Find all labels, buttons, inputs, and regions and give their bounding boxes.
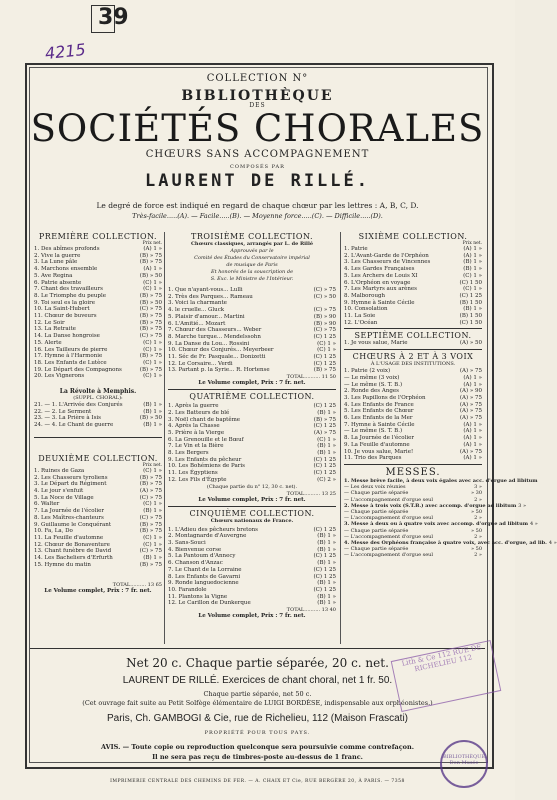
list-item: 1. Patrie (2 voix) (A) » 75	[344, 368, 482, 375]
list-item: 2. Très des Parques... Rameau (C) » 50	[168, 293, 336, 300]
deuxieme-total: TOTAL.......... 13 65	[112, 582, 162, 589]
list-item: 6. Patrie absente (C) 1 »	[34, 279, 162, 286]
list-item: 14. Les Bacheliers d'Erfurth (B) 1 »	[34, 555, 162, 562]
list-item: 10. Fa, La, Do (B) » 75	[34, 528, 162, 535]
list-item: — Le même (S. T. B.) (A) 1 »	[344, 381, 482, 388]
levels-note: Très-facile.....(A). — Facile.....(B). — Moyenne force.....(C). — Difficile.....(D).	[132, 212, 383, 220]
sixieme-title: SIXIÈME COLLECTION.	[358, 232, 468, 241]
collection-label: COLLECTION N°	[206, 73, 309, 84]
list-item: 5. Les Enfants de Chœur (A) » 75	[344, 408, 482, 415]
list-item: 9. Ronde languedocienne (B) 1 »	[168, 580, 336, 587]
list-item: 10. Consolation (B) 1 »	[344, 306, 482, 313]
list-item: 6. Walter (C) 1 »	[34, 501, 162, 508]
list-item: 8. Le Triomphe du peuple (B) » 75	[34, 292, 162, 299]
premiere-list	[34, 246, 162, 380]
cinquieme-total: TOTAL.......... 13 40	[286, 607, 336, 614]
list-item: — Le même (3 voix) (A) 1 »	[344, 374, 482, 381]
list-item: 19. Le Départ des Compagnons (B) » 75	[34, 366, 162, 373]
list-item: 1. Je vous salue, Marie (A) » 50	[344, 340, 482, 347]
list-item: 3. Les Chasseurs de Vincennes (B) 1 »	[344, 259, 482, 266]
list-item: 4. Messe des Orphéons française à quatre voix, avec acc. d'orgue, ad lib. 4 »	[344, 540, 557, 547]
list-item: 7. Le Chant de la Lorraine (C) 1 25	[168, 566, 336, 573]
list-item: — L'accompagnement d'orgue seul 2 »	[344, 552, 482, 559]
list-item: 5. Les Archers de Louis XI (C) 1 »	[344, 272, 482, 279]
deuxieme-title: DEUXIÈME COLLECTION.	[38, 453, 158, 463]
troisieme-sub1: Chœurs classiques, arrangés par L. de Rillé	[190, 241, 314, 247]
choeurs23-sub: À L'USAGE DES INSTITUTIONS.	[370, 361, 456, 368]
exercices-sub: Chaque partie séparée, net 50 c.	[203, 690, 312, 698]
list-item: 2. Montagnarde d'Auvergne (B) 1 »	[168, 533, 336, 540]
list-item: 10. Chœur des Conjurés... Meyerbeer (C) 1 »	[168, 347, 336, 354]
list-item: 11. Plantons la Vigne (B) 1 »	[168, 593, 336, 600]
divider-right	[340, 232, 341, 644]
troisieme-total: TOTAL.......... 11 50	[286, 374, 336, 381]
list-item: 5. La Noce de Village (C) » 75	[34, 494, 162, 501]
list-item: 1. Des abîmes profonds (A) 1 »	[34, 246, 162, 252]
deuxieme-prix: Prix net.	[142, 462, 162, 468]
list-item: 2. Vive la guerre (B) » 75	[34, 252, 162, 259]
dealer-stamp: Lith & Ce 112 RUE DE RICHELIEU 112	[391, 640, 502, 712]
list-item: 10. Je vous salue, Marie! (A) » 75	[344, 448, 482, 455]
list-item: 2. Les Batteurs de blé (B) 1 »	[168, 409, 336, 416]
list-item: 9. Les Enfants du pêcheur (C) 1 25	[168, 456, 336, 463]
list-item: 8. Les Enfants de Gavarni (C) 1 25	[168, 573, 336, 580]
troisieme-sub5: Et honorés de la souscription de	[210, 269, 294, 275]
list-item: 3. Les Papillons de l'Orphéon (A) » 75	[344, 394, 482, 401]
list-item: 24. — 4. Le Chant de guerre (B) 1 »	[34, 422, 162, 429]
list-item: 9. La Danse du Lou... Rossini (C) 1 »	[168, 340, 336, 347]
author-name: LAURENT DE RILLÉ.	[145, 171, 370, 191]
premiere-prix: Prix net.	[142, 241, 162, 246]
list-item: 9. La Feuille d'automne (A) 1 »	[344, 441, 482, 448]
price-note: Net 20 c. Chaque partie séparée, 20 c. net.	[126, 656, 389, 670]
list-item: 2. Ronde des Anges (A) » 90	[344, 388, 482, 395]
list-item: 10. Les Bohémiens de Paris (C) 1 25	[168, 463, 336, 470]
exercices-note2: (Cet ouvrage fait suite au Petit Solfège élémentaire de LUIGI BORDÈSE, indispensable aux orphéonistes.)	[82, 699, 433, 707]
list-item: 5. Prière à la Vierge (A) » 75	[168, 429, 336, 436]
list-item: 21. — 1. L'Arrivée des Conjurés (B) 1 »	[34, 402, 162, 409]
list-item: 9. Guillaume le Conquérant (B) » 75	[34, 521, 162, 528]
list-item: 1. Patrie (A) 1 »	[344, 246, 482, 252]
list-item: 9. Toi seul es la gloire (B) » 50	[34, 299, 162, 306]
list-item: 5. Ave Regina (B) » 50	[34, 272, 162, 279]
avis-note2: Il ne sera pas reçu de timbres-poste au-dessus de 1 franc.	[152, 753, 363, 761]
list-item: 4. Après la Chasse (C) 1 25	[168, 423, 336, 430]
list-item: 11. La Soie (B) 1 50	[344, 313, 482, 320]
cinquieme-title: CINQUIÈME COLLECTION.	[189, 508, 315, 518]
list-item: 6. L'Orphéon en voyage (C) 1 50	[344, 279, 482, 286]
list-item: — Le même (S. T. B.) (A) 1 »	[344, 428, 482, 435]
messes-title: MESSES.	[385, 466, 441, 478]
main-title: SOCIÉTÉS CHORALES	[30, 107, 485, 150]
printer-note: IMPRIMERIE CENTRALE DES CHEMINS DE FER. — A. CHAIX ET Cie, RUE BERGÈRE 20, À PARIS. — 7358	[110, 779, 405, 784]
exercices-note: LAURENT DE RILLÉ. Exercices de chant choral, net 1 fr. 50.	[122, 675, 393, 686]
list-item: 14. La Danse hongroise (C) » 75	[34, 333, 162, 340]
list-item: 7. Chœur des Chasseurs... Weber (C) » 75	[168, 327, 336, 334]
list-item: 4. Les Gardes Françaises (B) 1 »	[344, 266, 482, 273]
troisieme-title: TROISIÈME COLLECTION.	[191, 232, 313, 241]
troisieme-volume: Le Volume complet, Prix : 7 fr. net.	[198, 380, 306, 387]
list-item: 12. Le Corsaire... Verdi (C) 1 25	[168, 360, 336, 367]
list-item: — L'accompagnement d'orgue seul 2 »	[344, 515, 482, 522]
list-item: 13. La Retraite (B) » 75	[34, 326, 162, 333]
list-item: 4. Marchons ensemble (A) 1 »	[34, 266, 162, 273]
list-item: — L'accompagnement d'orgue seul 2 »	[344, 496, 482, 503]
troisieme-sub6: S. Exc. le Ministre de l'Intérieur.	[210, 276, 294, 282]
column-right	[344, 232, 557, 559]
list-item: 7. Hymne à Sainte Cécile (A) 1 »	[344, 421, 482, 428]
list-item: 11. Séc de Fr. Pasquale... Donizetti (C) 1 25	[168, 354, 336, 361]
publisher: Paris, Ch. GAMBOGI & Cie, rue de Richelieu, 112 (Maison Frascati)	[106, 713, 409, 724]
revolte-sub: (SUPPL. CHORAL):	[73, 395, 123, 402]
list-item: 15. Alerte (C) 1 »	[34, 339, 162, 346]
list-item: 5. La Pantoum d'Annecy (C) 1 25	[168, 553, 336, 560]
library-stamp: BIBLIOTHÈQUE Don Musée	[440, 740, 488, 788]
list-item: 2. L'Avant-Garde de l'Orphéon (A) 1 »	[344, 252, 482, 259]
list-item: 16. Les Tailleurs de pierre (C) 1 »	[34, 346, 162, 353]
divider-left	[164, 232, 165, 644]
degree-note: Le degré de force est indiqué en regard de chaque chœur par les lettres : A, B, C, D.	[96, 201, 419, 210]
list-item: 12. Les Fils d'Égypte (C) 2 »	[168, 476, 336, 483]
list-item: 1. Ruines de Gaza (C) 1 »	[34, 467, 162, 474]
list-item: 3. Voici la charmante	[168, 300, 227, 307]
list-item: 10. Farandole (C) 1 25	[168, 586, 336, 593]
list-item: 12. Chœur de Bonaventure (C) 1 »	[34, 541, 162, 548]
list-item: 11. Les Égyptiens (C) 1 25	[168, 470, 336, 477]
footer-rule	[30, 648, 485, 649]
cinquieme-volume: Le Volume complet, Prix : 7 fr. net.	[198, 613, 306, 620]
avis-note: AVIS. — Toute copie ou reproduction quelconque sera poursuivie comme contrefaçon.	[101, 743, 414, 751]
list-item: 3. La Lune pâle (B) » 75	[34, 259, 162, 266]
cinquieme-list	[168, 527, 336, 607]
troisieme-sub4: de musique de Paris	[226, 262, 278, 268]
list-item: 8. Malborough (C) 1 25	[344, 292, 482, 299]
quatrieme-title: QUATRIÈME COLLECTION.	[189, 392, 315, 402]
list-item: 8. Les Bergers (B) 1 »	[168, 450, 336, 457]
list-item: 7. Les Martyrs aux arènes (C) 1 »	[344, 286, 482, 293]
list-item: 12. L'Océan (C) 1 50	[344, 319, 482, 326]
list-item: 4. le cruelle... Gluck (C) » 75	[168, 307, 336, 314]
troisieme-sub3: Comité des Études du Conservatoire impérial	[194, 255, 310, 261]
column-middle	[168, 232, 336, 620]
septieme-list	[344, 340, 482, 347]
list-item: 8. La Journée de l'écolier (A) 1 »	[344, 435, 482, 442]
list-item: 7. Le Vin et la Bière (B) 1 »	[168, 443, 336, 450]
list-item: 4. Le jour s'enfuit (A) » 75	[34, 487, 162, 494]
list-item: — Chaque partie séparée » 50	[344, 509, 482, 515]
column-left	[34, 232, 162, 595]
list-item: — Les deux voix réunies 3 »	[344, 484, 482, 491]
list-item: 17. Hymne à l'Harmonie (B) » 75	[34, 353, 162, 360]
quatrieme-total: TOTAL.......... 13 25	[286, 490, 336, 497]
bibliotheque-title: BIBLIOTHÈQUE	[181, 88, 334, 104]
deuxieme-volume: Le Volume complet, Prix : 7 fr. net.	[44, 588, 152, 595]
troisieme-list	[168, 287, 336, 374]
list-item: 4. Bienvenue corse (B) 1 »	[168, 546, 336, 553]
list-item: 22. — 2. Le Serment (B) 1 »	[34, 408, 162, 415]
premiere-title: PREMIÈRE COLLECTION.	[38, 232, 158, 241]
messes-list	[344, 477, 557, 559]
list-item: 11. La Feuille d'automne (C) 1 »	[34, 534, 162, 541]
choeurs23-list	[344, 368, 482, 462]
list-item: 20. Les Vignerons (C) 1 »	[34, 373, 162, 380]
list-item: 23. — 3. La Prière à Isis (B) » 50	[34, 415, 162, 422]
list-item: — L'accompagnement d'orgue seul 2 »	[344, 533, 482, 540]
shelfmark-code: 4215	[44, 39, 87, 64]
list-item: 3. Noël chant de baptême (B) » 75	[168, 416, 336, 423]
list-item: 1. Que n'ayant-vous... Lulli (C) » 75	[168, 287, 336, 293]
list-item: 13. Partant p. la Syrie... R. Hortense (B) » 75	[168, 367, 336, 374]
list-item: 6. L'Amitié... Mozart (B) » 90	[168, 320, 336, 327]
list-item: 6. La Grenouille et le Bœuf (C) 1 »	[168, 436, 336, 443]
list-item: — Chaque partie séparée » 50	[344, 527, 482, 534]
list-item: 12. Le Carillon de Dunkerque (B) 1 »	[168, 600, 336, 607]
shelfmark-number: 39	[98, 5, 129, 30]
des-label: DES	[249, 102, 266, 109]
list-item: 4. Les Enfants de France (A) » 75	[344, 401, 482, 408]
list-item: 8. Marche turque... Mendelssohn (C) 1 25	[168, 333, 336, 340]
revolte-title: La Révolte à Memphis.	[59, 388, 137, 396]
list-item: 7. La Journée de l'écolier (B) 1 »	[34, 508, 162, 515]
quatrieme-list	[168, 403, 336, 483]
list-item: 2. Messe à trois voix (S.T.B.) avec accomp. d'orgue ad libitum 3 »	[344, 502, 527, 509]
quatrieme-note: (Chaque partie du n° 12, 30 c. net).	[206, 483, 298, 490]
subtitle: CHŒURS SANS ACCOMPAGNEMENT	[145, 149, 370, 160]
troisieme-sub2: Approuvés par le	[230, 248, 274, 254]
list-item: 3. Le Départ du Régiment (B) » 75	[34, 481, 162, 488]
list-item: — Chaque partie séparée » 30	[344, 490, 482, 497]
list-item: 12. Le Soir (B) » 75	[34, 319, 162, 326]
list-item: 6. Les Enfants de la Mer (A) » 75	[344, 415, 482, 422]
quatrieme-volume: Le Volume complet, Prix : 7 fr. net.	[198, 496, 306, 503]
list-item: 3. Sans-Souci (B) 1 »	[168, 539, 336, 546]
list-item: 18. Les Enfants de Lutèce (C) 1 »	[34, 359, 162, 366]
choeurs23-title: CHŒURS À 2 ET À 3 VOIX	[352, 352, 474, 362]
list-item: 1. Messe brève facile, à deux voix égales avec acc. d'orgue ad libitum	[344, 477, 538, 484]
deuxieme-list	[34, 468, 162, 569]
list-item: 7. Chant des travailleurs (C) 1 »	[34, 286, 162, 293]
sixieme-list	[344, 246, 482, 326]
list-item: 9. Hymne à Sainte Cécile (B) 1 50	[344, 299, 482, 306]
list-item: 5. Plaisir d'amour... Martini (B) » 90	[168, 313, 336, 320]
revolte-list	[34, 402, 162, 429]
list-item: 8. Les Maîtres-chanteurs (C) » 75	[34, 514, 162, 521]
sixieme-prix: Prix net.	[462, 241, 482, 246]
list-item: — Chaque partie séparée » 50	[344, 546, 482, 553]
list-item: 11. Trio des Parques (A) 1 »	[344, 455, 482, 462]
list-item: 13. Chant funèbre de David (C) » 75	[34, 548, 162, 555]
list-item: 3. Messe à deux ou à quatre voix avec accomp. d'orgue ad libitum 4 »	[344, 521, 538, 528]
list-item: 6. Chanson d'Anzac (B) 1 »	[168, 560, 336, 567]
septieme-title: SEPTIÈME COLLECTION.	[354, 331, 472, 341]
list-item: 2. Les Chasseurs tyroliens (B) » 75	[34, 474, 162, 481]
list-item: 11. Chœur de buveurs (B) » 75	[34, 313, 162, 320]
list-item: 1. L'Adieu des pêcheurs bretons (C) 1 25	[168, 526, 336, 533]
composes-label: COMPOSÉS PAR	[230, 164, 285, 170]
list-item: 15. Hymne du matin (B) » 75	[34, 561, 162, 568]
cinquieme-sub: Chœurs nationaux de France.	[210, 517, 294, 524]
propriete-note: PROPRIÉTÉ POUR TOUS PAYS.	[204, 730, 311, 736]
list-item: 10. La Saint-Hubert (C) » 75	[34, 306, 162, 313]
list-item: 1. Après la guerre (C) 1 25	[168, 403, 336, 410]
